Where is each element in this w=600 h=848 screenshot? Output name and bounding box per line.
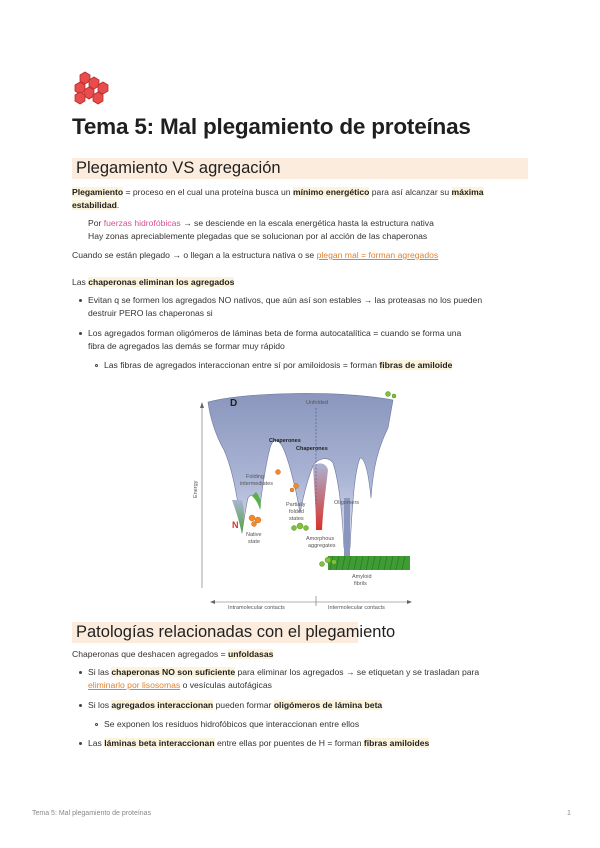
pathology-1-line-2: eliminarlo por lisosomas o vesículas autofágicas [88, 680, 272, 690]
term-estabilidad: estabilidad [72, 200, 117, 210]
term-unfoldasas: unfoldasas [228, 649, 274, 659]
folding-line: Cuando se están plegado → o llegan a la estructura nativa o se plegan mal = forman agregados [72, 250, 439, 260]
bullet-dot [79, 299, 82, 302]
figure-label-amyloid-2: fibrils [354, 581, 367, 587]
sub-bullet-circle [95, 723, 98, 726]
definition-line-2: estabilidad. [72, 200, 120, 210]
link-eliminarlo-por-lisosomas[interactable]: eliminarlo por lisosomas [88, 680, 181, 690]
figure-label-native-1: Native [246, 532, 262, 538]
bullet-dot [79, 671, 82, 674]
pathology-3-line: Las láminas beta interaccionan entre ellas por puentes de H = forman fibras amiloides [88, 738, 430, 748]
chaperones-line: Las chaperonas eliminan los agregados [72, 277, 235, 287]
pathology-2-line: Si los agregados interaccionan pueden formar oligómeros de lámina beta [88, 700, 383, 710]
figure-label-energy: Energy [193, 480, 199, 498]
page-number: 1 [567, 810, 571, 817]
bullet-1-line-1: Evitan q se formen los agregados NO nativos, que aún así son estables → las proteasas no los pueden [88, 295, 483, 305]
oligomer-well-red [313, 463, 328, 530]
figure-label-chaperones-1: Chaperones [269, 438, 301, 444]
sub-bullet-circle [95, 364, 98, 367]
definition-line-1: Plegamiento = proceso en el cual una proteína busca un mínimo energético para así alcanzar su máxima [72, 187, 484, 197]
term-chaperonas-eliminan: chaperonas eliminan los agregados [88, 277, 235, 287]
pathology-1-line-1: Si las chaperonas NO son suficiente para eliminar los agregados → se etiquetan y se trasladan para [88, 667, 480, 677]
figure-label-amyloid-1: Amyloid [352, 574, 372, 580]
contacts-axis-right-arrow-icon [407, 600, 412, 604]
figure-letter-d: D [230, 398, 238, 409]
bullet-2-line-1: Los agregados forman oligómeros de láminas beta de forma autocatalítica = cuando se forma una [88, 328, 462, 338]
amyloid-spike [344, 498, 350, 556]
figure-label-native-2: state [248, 539, 260, 545]
section-heading-folding: Plegamiento VS agregación [72, 158, 528, 179]
link-plegan-mal[interactable]: plegan mal = forman agregados [316, 250, 439, 260]
footer-title: Tema 5: Mal plegamiento de proteínas [32, 810, 152, 817]
figure-label-partial-1: Partially [286, 502, 306, 508]
figure-label-partial-2: folded [289, 509, 304, 515]
figure-label-amorphous-1: Amorphous [306, 536, 335, 542]
figure-label-folding-2: intermediates [240, 481, 274, 487]
term-chaperonas-no-suficiente: chaperonas NO son suficiente [111, 667, 236, 677]
figure-label-oligomers: Oligomers [334, 500, 360, 506]
term-agregados-interaccionan: agregados interaccionan [111, 700, 214, 710]
sub-bullet-amyloid: Las fibras de agregados interaccionan entre sí por amiloidosis = forman fibras de amiloide [104, 360, 453, 370]
bullet-dot [79, 332, 82, 335]
figure-label-intramolecular: Intramolecular contacts [228, 605, 285, 611]
bullet-2-line-2: fibra de agregados las demás se formar muy rápido [88, 341, 285, 351]
bullet-dot [79, 742, 82, 745]
term-oligomeros-lamina-beta: oligómeros de lámina beta [273, 700, 383, 710]
term-minimo-energetico: mínimo energético [292, 187, 370, 197]
contacts-axis-left-arrow-icon [210, 600, 215, 604]
energy-landscape-figure [188, 388, 413, 612]
link-fuerzas-hidrofobicas[interactable]: fuerzas hidrofóbicas [103, 218, 181, 228]
protein-cells-logo-icon [72, 70, 112, 108]
section-heading-pathologies: Patologías relacionadas con el plegamiento [72, 622, 358, 643]
figure-label-folding-1: Folding [246, 474, 265, 480]
pathology-2-sub-line: Se exponen los residuos hidrofóbicos que interaccionan entre ellos [104, 719, 360, 729]
bullet-dot [79, 704, 82, 707]
term-fibras-de-amiloide: fibras de amiloide [379, 360, 453, 370]
unfoldases-line: Chaperonas que deshacen agregados = unfoldasas [72, 649, 274, 659]
indented-line-chaperones: Hay zonas apreciablemente plegadas que se solucionan por al acción de las chaperonas [88, 231, 428, 241]
figure-letter-n: N [232, 520, 239, 530]
figure-label-intermolecular: Intermolecular contacts [328, 605, 385, 611]
figure-label-partial-3: states [289, 516, 304, 522]
figure-label-unfolded: Unfolded [306, 400, 329, 406]
bullet-1-line-2: destruir PERO las chaperonas si [88, 308, 213, 318]
figure-label-chaperones-2: Chaperones [296, 446, 328, 452]
figure-label-amorphous-2: aggregates [308, 543, 336, 549]
energy-axis-arrow-icon [200, 402, 204, 408]
term-plegamiento: Plegamiento [72, 187, 124, 197]
term-maxima: máxima [451, 187, 484, 197]
term-laminas-beta-interaccionan: láminas beta interaccionan [104, 738, 215, 748]
page-title: Tema 5: Mal plegamiento de proteínas [72, 114, 471, 139]
term-fibras-amiloides: fibras amiloides [363, 738, 430, 748]
indented-line-hydrophobic: Por fuerzas hidrofóbicas → se desciende en la escala energética hasta la estructura nativa [88, 218, 434, 228]
